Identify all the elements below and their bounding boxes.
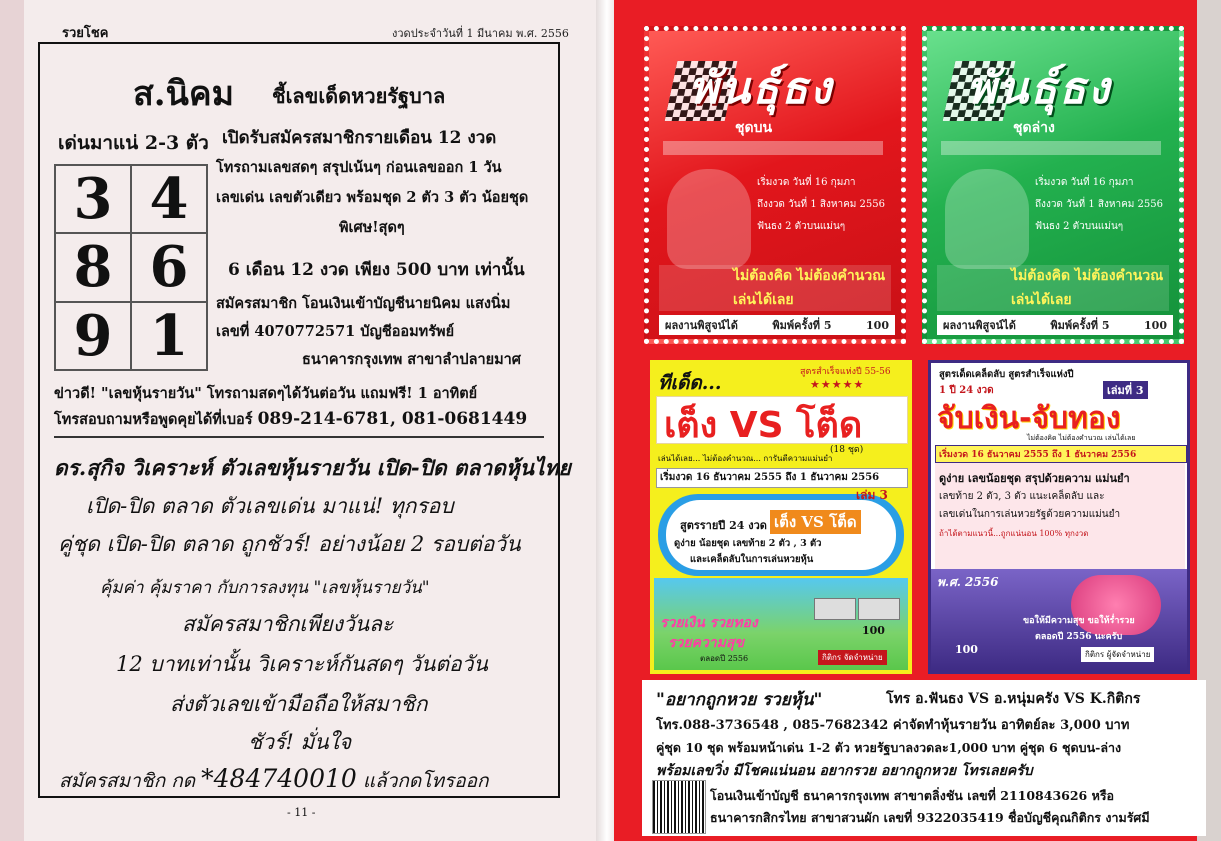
tang-price: 100 xyxy=(862,624,885,637)
number-grid xyxy=(54,164,208,371)
bottom-line: คู่ชุด 10 ชุด พร้อมหน้าเด่น 1-2 ตัว หวยรัฐบาลงวดละ1,000 บาท คู่ชุด 6 ชุดบน-ล่าง xyxy=(656,740,1122,755)
tang-date-range: เริ่มงวด 16 ธันวาคม 2555 ถึง 1 ธันวาคม 2556 xyxy=(660,472,880,483)
bottom-quote: "อยากถูกหวย รวยหุ้น" xyxy=(656,690,823,710)
grid-number: 8 xyxy=(55,233,131,301)
promo-line: ธนาคารกรุงเทพ สาขาลำปลายมาศ xyxy=(302,351,522,368)
jub-ngern-ad xyxy=(928,360,1190,674)
bottom-line: โทร.088-3736548 , 085-7682342 ค่าจัดทำหุ้นรายวัน อาทิตย์ละ 3,000 บาท xyxy=(656,718,1130,733)
promo-line: 6 เดือน 12 งวด เพียง 500 บาท เท่านั้น xyxy=(228,260,525,280)
stamp-ad-green xyxy=(922,26,1184,344)
stamp-line: เริ่มงวด วันที่ 16 กุมภา xyxy=(1035,177,1134,188)
section-divider xyxy=(54,436,544,438)
italic-line: 12 บาทเท่านั้น วิเคราะห์กันสดๆ วันต่อวัน xyxy=(116,652,488,676)
tang-tagline: เล่นได้เลย... ไม่ต้องคำนวณ... การันตีความแม่นยำ xyxy=(658,454,833,463)
tang-bottom-small: ตลอดปี 2556 xyxy=(700,654,749,663)
bottom-line: ธนาคารกสิกรไทย สาขาสวนผัก เลขที่ 9322035419 ชื่อบัญชีคุณกิติกร งามรัศมี xyxy=(710,810,1150,825)
tang-headline: เต็ง VS โต็ด xyxy=(664,405,863,446)
italic-line: เปิด-ปิด ตลาด ตัวเลขเด่น มาแน่! ทุกรอบ xyxy=(86,494,454,518)
stamp-bar xyxy=(941,141,1161,155)
news-line: ข่าวดี! "เลขหุ้นรายวัน" โทรถามสดๆได้วันต่อวัน แถมฟรี! 1 อาทิตย์ xyxy=(54,385,478,402)
tang-bottom-pink: รวยความสุข xyxy=(668,635,745,651)
book-icon xyxy=(858,598,900,620)
title-subtitle: ชี้เลขเด็ดหวยรัฐบาล xyxy=(272,84,446,108)
phone-numbers: 089-214-6781, 081-0681449 xyxy=(257,409,528,429)
tang-price-label: กิติกร จัดจำหน่าย xyxy=(818,650,887,665)
bottom-line: พร้อมเลขวิ่ง มีโชคแน่นอน อยากรวย อยากถูกหวย โทรเลยครับ xyxy=(656,763,1033,779)
tang-top-left: ทีเด็ด... xyxy=(658,372,722,394)
stamp-bar xyxy=(663,141,883,155)
page-number: - 11 - xyxy=(287,806,316,819)
stamp-edition: ชุดล่าง xyxy=(1013,120,1055,136)
tang-volume: เล่ม 3 xyxy=(856,488,888,502)
promo-line: เลขเด่น เลขตัวเดียว พร้อมชุด 2 ตัว 3 ตัว น้อยชุด xyxy=(216,189,529,206)
promo-line: สมัครสมาชิก โอนเงินเข้าบัญชีนายนิคม แสงนิ่ม xyxy=(216,295,511,312)
hand-icon xyxy=(667,169,751,269)
stamp-yellow-line: เล่นได้เลย xyxy=(1011,292,1072,308)
jub-greeting: ตลอดปี 2556 นะครับ xyxy=(1035,632,1123,642)
left-page xyxy=(0,0,610,841)
italic-line: คุ้มค่า คุ้มราคา กับการลงทุน "เลขหุ้นรายวัน" xyxy=(100,578,430,598)
jub-top-left: สูตรเด็ดเคล็ดลับ สูตรสำเร็จแห่งปี xyxy=(939,369,1074,380)
jub-year: พ.ศ. 2556 xyxy=(937,575,999,589)
stamp-yellow-line: ไม่ต้องคิด ไม่ต้องคำนวณ xyxy=(733,268,886,284)
stamp-logo: พันธุ์ธง xyxy=(689,63,834,114)
hand-icon xyxy=(945,169,1029,269)
bottom-line: โทร อ.ฟันธง VS อ.หนุ่มครัง VS K.กิติกร xyxy=(886,691,1141,707)
stamp-logo: พันธุ์ธง xyxy=(967,63,1112,114)
tang-cloud-title: สูตรรายปี 24 งวด xyxy=(680,519,767,532)
promo-line: โทรถามเลขสดๆ สรุปเน้นๆ ก่อนเลขออก 1 วัน xyxy=(216,159,502,176)
promo-line: เลขที่ 4070772571 บัญชีออมทรัพย์ xyxy=(216,323,455,340)
phone-label: โทรสอบถามหรือพูดคุยได้ที่เบอร์ xyxy=(54,411,253,428)
promo-line: เปิดรับสมัครสมาชิกรายเดือน 12 งวด xyxy=(222,128,497,148)
jub-desc: เลขท้าย 2 ตัว, 3 ตัว แนะเคล็ดลับ และ xyxy=(939,491,1105,502)
stamp-footer-right: พิมพ์ครั้งที่ 5 xyxy=(1050,319,1110,332)
stamp-line: ฟันธง 2 ตัวบนแม่นๆ xyxy=(757,221,846,232)
stars-icon: ★★★★★ xyxy=(810,378,865,391)
jub-volume: เล่มที่ 3 xyxy=(1103,381,1148,399)
grid-number: 1 xyxy=(131,302,207,370)
italic-line: คู่ชุด เปิด-ปิด ตลาด ถูกชัวร์! อย่างน้อย 2 รอบต่อวัน xyxy=(58,532,521,556)
stamp-footer-left: ผลงานพิสูจน์ได้ xyxy=(943,319,1016,332)
stamp-line: ถึงงวด วันที่ 1 สิงหาคม 2556 xyxy=(757,199,885,210)
subscribe-prefix: สมัครสมาชิก กด xyxy=(59,770,196,792)
left-margin-strip xyxy=(0,0,24,841)
stamp-footer xyxy=(937,315,1173,335)
stamp-line: ถึงงวด วันที่ 1 สิงหาคม 2556 xyxy=(1035,199,1163,210)
page-gutter xyxy=(596,0,614,841)
stamp-price: 100 xyxy=(1144,318,1167,332)
stamp-line: เริ่มงวด วันที่ 16 กุมภา xyxy=(757,177,856,188)
tang-cloud-line: และเคล็ดลับในการเล่นหวยหุ้น xyxy=(690,554,814,565)
jub-desc: เลขเด่นในการเล่นหวยรัฐด้วยความแม่นยำ xyxy=(939,509,1121,520)
book-icon xyxy=(814,598,856,620)
jub-desc: ดูง่าย เลขน้อยชุด สรุปด้วยความ แม่นยำ xyxy=(939,472,1130,485)
page-header-brand: รวยโชค xyxy=(62,26,109,41)
bottom-line: โอนเงินเข้าบัญชี ธนาคารกรุงเทพ สาขาตลิ่งชัน เลขที่ 2110843626 หรือ xyxy=(710,788,1115,803)
grid-number: 4 xyxy=(131,165,207,233)
jub-greeting: ขอให้มีความสุข ขอให้ร่ำรวย xyxy=(1023,616,1135,626)
jub-price-label: กิติกร ผู้จัดจำหน่าย xyxy=(1081,647,1154,662)
jub-date-range: เริ่มงวด 16 ธันวาคม 2555 ถึง 1 ธันวาคม 2556 xyxy=(939,450,1137,460)
stamp-footer xyxy=(659,315,895,335)
stamp-footer-right: พิมพ์ครั้งที่ 5 xyxy=(772,319,832,332)
subscribe-line xyxy=(59,764,489,796)
dr-headline: ดร.สุกิจ วิเคราะห์ ตัวเลขหุ้นรายวัน เปิด-ปิด ตลาดหุ้นไทย xyxy=(54,455,571,480)
jub-tagline: ไม่ต้องคิด ไม่ต้องคำนวณ เล่นได้เลย xyxy=(1027,434,1136,442)
stamp-edition: ชุดบน xyxy=(735,120,773,136)
stamp-line: ฟันธง 2 ตัวบนแม่นๆ xyxy=(1035,221,1124,232)
teng-tod-ad xyxy=(650,360,912,674)
italic-line: ชัวร์! มั่นใจ xyxy=(248,730,352,754)
grid-number: 3 xyxy=(55,165,131,233)
tang-cloud-line: ดูง่าย น้อยชุด เลขท้าย 2 ตัว , 3 ตัว xyxy=(674,538,822,549)
hot-numbers-label: เด่นมาแน่ 2-3 ตัว xyxy=(58,132,209,154)
grid-number: 9 xyxy=(55,302,131,370)
promo-line: พิเศษ!สุดๆ xyxy=(339,219,405,236)
italic-line: สมัครสมาชิกเพียงวันละ xyxy=(182,612,394,636)
subscribe-code: *484740010 xyxy=(201,764,357,793)
stamp-footer-left: ผลงานพิสูจน์ได้ xyxy=(665,319,738,332)
italic-line: ส่งตัวเลขเข้ามือถือให้สมาชิก xyxy=(170,692,428,716)
stamp-price: 100 xyxy=(866,318,889,332)
subscribe-suffix: แล้วกดโทรออก xyxy=(362,770,489,792)
tang-top-right: สูตรสำเร็จแห่งปี 55-56 xyxy=(800,367,891,377)
title-name: ส.นิคม xyxy=(133,74,234,114)
jub-red-note: ถ้าได้ตามแนวนี้...ถูกแน่นอน 100% ทุกงวด xyxy=(939,529,1089,538)
jub-price: 100 xyxy=(955,643,978,656)
jub-period: 1 ปี 24 งวด xyxy=(939,385,994,396)
page-header-date: งวดประจำวันที่ 1 มีนาคม พ.ศ. 2556 xyxy=(392,27,569,40)
bottom-contact-box xyxy=(642,680,1206,836)
stamp-ad-red xyxy=(644,26,906,344)
tang-sub-small: (18 ชุด) xyxy=(830,445,864,455)
grid-number: 6 xyxy=(131,233,207,301)
stamp-yellow-line: เล่นได้เลย xyxy=(733,292,794,308)
jub-headline: จับเงิน-จับทอง xyxy=(937,401,1121,436)
phone-line xyxy=(54,408,527,431)
tang-bottom-pink: รวยเงิน รวยทอง xyxy=(660,615,758,631)
tang-cloud-headline: เต็ง VS โต็ด xyxy=(770,510,861,534)
barcode-icon xyxy=(652,780,706,834)
stamp-yellow-line: ไม่ต้องคิด ไม่ต้องคำนวณ xyxy=(1011,268,1164,284)
